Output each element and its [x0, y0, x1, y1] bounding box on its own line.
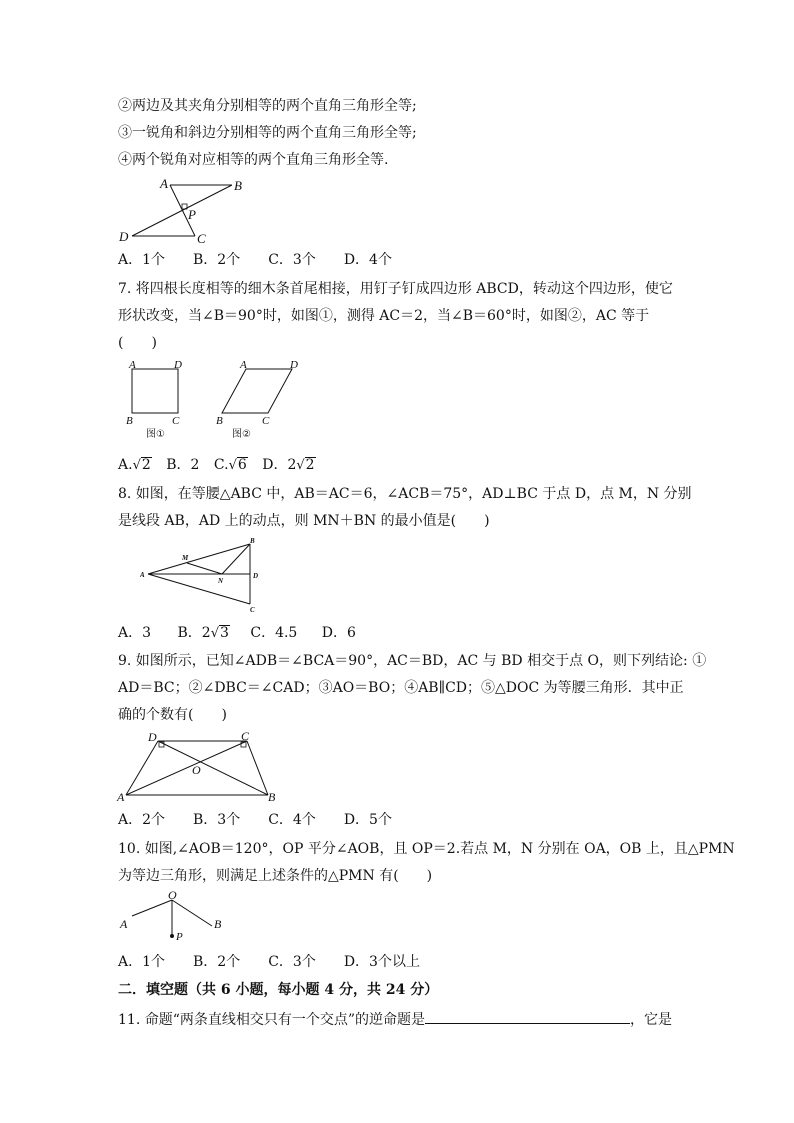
q8-label-b: B: [250, 537, 255, 545]
q6-label-d: D: [119, 229, 129, 244]
q11-line-1: [118, 1009, 672, 1030]
q11-prefix: 11. 命题“两条直线相交只有一个交点”的逆命题是: [118, 1012, 426, 1028]
q8-label-a: A: [140, 571, 145, 579]
q7-fig2-label-b: B: [216, 415, 223, 427]
q8-option-d: D．6: [321, 625, 356, 641]
q7-fig1-label-b: B: [126, 415, 133, 427]
q7-fig2-label-a: A: [240, 359, 247, 371]
q8-option-a: A．3: [118, 625, 152, 641]
q7-figure: [118, 357, 318, 445]
q7-option-a-radicand: 2: [141, 457, 151, 473]
q8-option-b: B．2: [177, 625, 211, 641]
q8-option-c: C．4.5: [250, 625, 298, 641]
q7-option-d-radicand: 2: [305, 457, 315, 473]
q10-line-2: 为等边三角形，则满足上述条件的△PMN 有( ): [118, 868, 433, 884]
q7-fig2-label-d: D: [290, 359, 298, 371]
q7-caption-1: 图①: [146, 429, 165, 440]
q7-fig2-label-c: C: [262, 415, 270, 427]
q7-caption-2: 图②: [232, 429, 251, 440]
q9-label-b: B: [268, 790, 276, 804]
q6-options: A．1个 B．2个 C．3个 D．4个: [118, 252, 392, 268]
q7-option-d: D．2: [262, 457, 297, 473]
q8-label-c: C: [250, 606, 255, 614]
q6-label-a: A: [160, 176, 168, 191]
statement-4: ④两个锐角对应相等的两个直角三角形全等.: [118, 152, 389, 168]
q9-options: A．2个 B．3个 C．4个 D．5个: [118, 812, 392, 828]
q7-options: A.√2 B．2 C.√6 D．2√2: [118, 457, 315, 473]
q7-fig1-label-a: A: [129, 359, 136, 371]
q10-label-a: A: [120, 917, 128, 931]
q11-suffix: ，它是: [630, 1012, 673, 1028]
q10-label-p: P: [176, 931, 183, 943]
q6-label-b: B: [234, 178, 242, 193]
q7-option-c-radicand: 6: [237, 457, 247, 473]
q10-label-o: O: [168, 890, 177, 902]
q10-line-1: 10. 如图,∠AOB＝120°，OP 平分∠AOB，且 OP＝2.若点 M，N 分别在 OA，OB 上，且△PMN: [118, 841, 735, 857]
q7-fig1-label-d: D: [174, 359, 182, 371]
q10-figure: [112, 890, 242, 950]
q7-fig1-label-c: C: [172, 415, 180, 427]
q7-line-3: ( ): [118, 335, 157, 351]
q9-label-a: A: [117, 790, 125, 804]
q6-label-p: P: [188, 207, 196, 222]
q9-line-3: 确的个数有( ): [118, 707, 227, 723]
q9-label-c: C: [241, 729, 250, 743]
q11-answer-blank[interactable]: [425, 1009, 630, 1024]
q8-label-m: M: [182, 554, 189, 562]
q8-options: A．3 B．2√3 C．4.5 D．6: [118, 625, 356, 641]
section-2-heading: 二．填空题（共 6 小题，每小题 4 分，共 24 分）: [118, 982, 439, 998]
q7-option-c: C.: [213, 457, 229, 473]
q10-label-b: B: [214, 917, 222, 931]
q9-label-d: D: [148, 730, 157, 744]
q9-line-1: 9. 如图所示，已知∠ADB＝∠BCA＝90°，AC＝BD，AC 与 BD 相交于点 O，则下列结论: ①: [118, 653, 707, 669]
q7-line-1: 7. 将四根长度相等的细木条首尾相接，用钉子钉成四边形 ABCD，转动这个四边形，使它: [118, 281, 673, 297]
q7-line-2: 形状改变，当∠B＝90°时，如图①，测得 AC＝2，当∠B＝60°时，如图②，AC 等于: [118, 308, 650, 324]
q9-label-o: O: [192, 763, 201, 777]
q8-option-b-radicand: 3: [219, 625, 229, 641]
q6-figure: [112, 174, 252, 250]
q7-option-b: B．2: [166, 457, 200, 473]
statement-3: ③一锐角和斜边分别相等的两个直角三角形全等;: [118, 125, 417, 141]
q8-figure: [140, 536, 270, 616]
statement-2: ②两边及其夹角分别相等的两个直角三角形全等;: [118, 98, 417, 114]
q9-figure: [112, 728, 292, 806]
q7-option-a: A.: [118, 457, 133, 473]
q10-options: A．1个 B．2个 C．3个 D．3个以上: [118, 954, 420, 970]
q9-line-2: AD＝BC；②∠DBC＝∠CAD；③AO＝BO；④AB∥CD；⑤△DOC 为等腰三角形．其中正: [118, 680, 684, 696]
q8-label-n: N: [218, 577, 224, 585]
q8-line-2: 是线段 AB，AD 上的动点，则 MN＋BN 的最小值是( ): [118, 513, 490, 529]
q8-line-1: 8. 如图，在等腰△ABC 中，AB＝AC＝6，∠ACB＝75°，AD⊥BC 于点 D，点 M，N 分别: [118, 486, 692, 502]
q8-label-d: D: [253, 572, 259, 580]
q6-label-c: C: [197, 231, 206, 246]
